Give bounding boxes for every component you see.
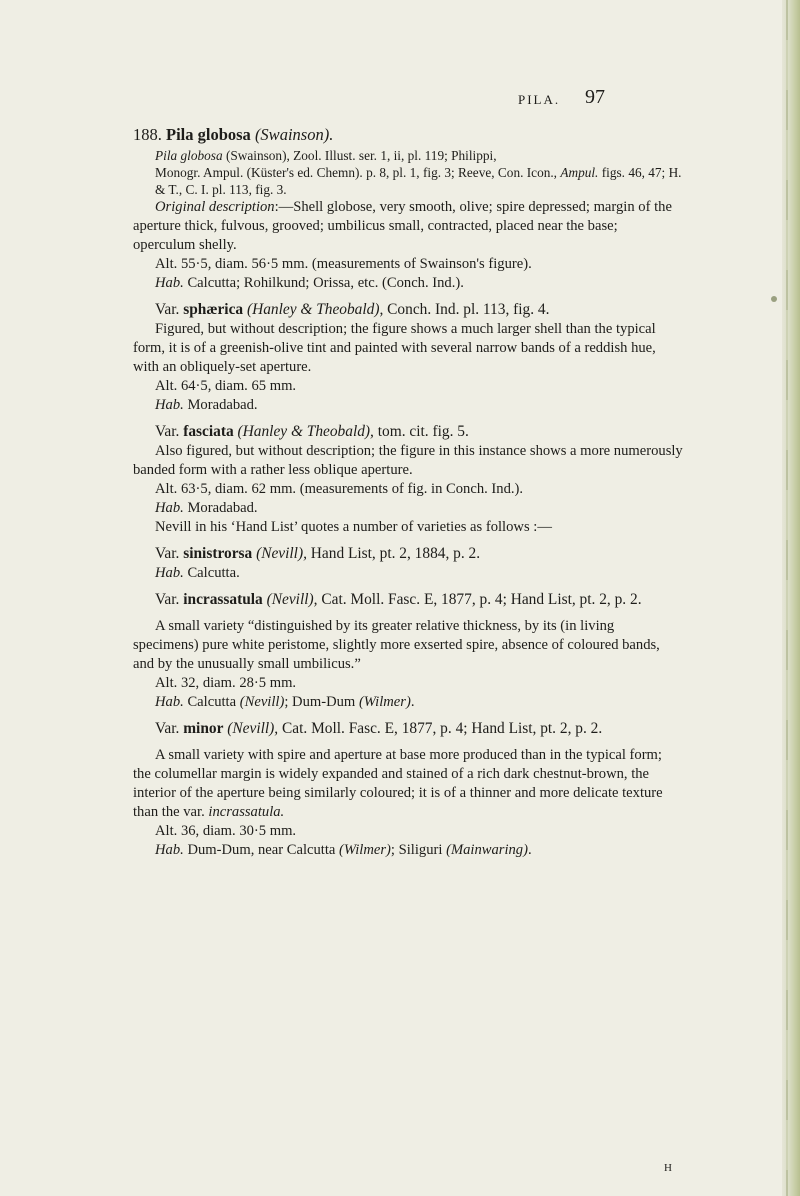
variety-description: Also figured, but without description; the figure in this instance shows a more numerously banded form with a rather less oblique aperture. <box>133 443 683 478</box>
habitat-text: Calcutta; Rohilkund; Orissa, etc. (Conch. Ind.). <box>187 275 464 291</box>
variety-measurements: Alt. 63·5, diam. 62 mm. (measurements of fig. in Conch. Ind.). <box>155 481 524 497</box>
variety-habitat <box>133 693 683 712</box>
variety-habitat <box>133 841 683 860</box>
variety-citation: Cat. Moll. Fasc. E, 1877, p. 4; Hand List, pt. 2, p. 2. <box>282 720 603 737</box>
variety-prefix: Var. <box>155 591 180 608</box>
habitat-text: Calcutta. <box>187 565 240 581</box>
variety-title <box>133 300 683 320</box>
habitat-text-2: ; Siliguri <box>390 842 443 858</box>
species-measurements: Alt. 55·5, diam. 56·5 mm. (measurements of Swainson's figure). <box>155 256 532 272</box>
page-number: 97 <box>585 86 605 108</box>
synonymy-text-4: figs. 46, 47; H. & T., C. I. pl. 113, fig. 3. <box>155 165 682 197</box>
habitat-label: Hab. <box>155 565 184 581</box>
habitat-text: Moradabad. <box>187 500 258 516</box>
signature-mark: H <box>664 1162 672 1174</box>
variety-prefix: Var. <box>155 301 180 318</box>
variety-habitat <box>133 396 683 415</box>
original-description-text: :—Shell globose, very smooth, olive; spire depressed; margin of the aperture thick, fulvous, grooved; umbilicus small, contracted, placed near the base; operculum shelly. <box>133 199 672 253</box>
page-content <box>133 124 683 860</box>
species-name: Pila globosa <box>166 125 251 144</box>
habitat-label: Hab. <box>155 275 184 291</box>
variety-author: (Nevill), <box>256 545 307 562</box>
variety-citation: Hand List, pt. 2, 1884, p. 2. <box>310 545 481 562</box>
original-description-label: Original description <box>155 199 275 215</box>
species-title <box>133 124 683 146</box>
variety-author: (Nevill), <box>227 720 279 737</box>
synonymy-text-3: Con. Icon., <box>497 165 558 180</box>
variety-title <box>133 719 683 739</box>
variety-habitat <box>133 564 683 583</box>
habitat-label: Hab. <box>155 397 184 413</box>
habitat-label: Hab. <box>155 500 184 516</box>
variety-citation: Cat. Moll. Fasc. E, 1877, p. 4; Hand List, pt. 2, p. 2. <box>321 591 642 608</box>
page-header <box>0 86 800 116</box>
variety-prefix: Var. <box>155 545 180 562</box>
synonymy-text-3-italic: Ampul. <box>560 165 599 180</box>
variety-measurements: Alt. 64·5, diam. 65 mm. <box>155 378 297 394</box>
habitat-text-2: ; Dum-Dum <box>284 694 356 710</box>
variety-description-italic: incrassatula. <box>208 804 285 820</box>
synonymy-name: Pila globosa <box>155 148 223 163</box>
variety-prefix: Var. <box>155 720 180 737</box>
variety-name: minor <box>183 720 224 737</box>
variety-name: sinistrorsa <box>183 545 253 562</box>
variety-author: (Hanley & Theobald), <box>237 423 374 440</box>
habitat-end: . <box>410 694 415 710</box>
habitat-collector: (Wilmer) <box>339 842 391 858</box>
variety-title <box>133 544 683 564</box>
species-number: 188. <box>133 125 162 144</box>
variety-name: incrassatula <box>183 591 263 608</box>
variety-name: sphærica <box>183 301 244 318</box>
habitat-collector-2: (Mainwaring) <box>446 842 528 858</box>
variety-description: Figured, but without description; the figure shows a much larger shell than the typical form, it is of a greenish-olive tint and painted with several narrow bands of a reddish hue, with an obliquely-set aperture. <box>133 321 656 375</box>
synonymy-text-2: Monogr. Ampul. (Küster's ed. Chemn). p. 8, pl. 1, fig. 3; Reeve, <box>155 165 495 180</box>
habitat-text: Calcutta <box>187 694 237 710</box>
variety-prefix: Var. <box>155 423 180 440</box>
original-description <box>133 198 683 255</box>
nevill-note: Nevill in his ‘Hand List’ quotes a number of varieties as follows :— <box>155 519 552 535</box>
habitat-text: Moradabad. <box>187 397 258 413</box>
habitat-collector-2: (Wilmer) <box>358 694 411 710</box>
species-habitat <box>133 274 683 293</box>
habitat-label: Hab. <box>155 842 184 858</box>
species-author: (Swainson). <box>254 125 334 144</box>
variety-title <box>133 422 683 442</box>
variety-description <box>133 746 683 822</box>
variety-description-text: A small variety with spire and aperture at base more produced than in the typical form; the columellar margin is widely expanded and stained of a rich dark chestnut-brown, the interior of the aperture being similarly coloured; it is of a thinner and more delicate texture than the var. <box>133 747 663 820</box>
running-head: PILA. <box>518 92 561 107</box>
variety-measurements: Alt. 32, diam. 28·5 mm. <box>155 675 297 691</box>
variety-citation: tom. cit. fig. 5. <box>377 423 469 440</box>
habitat-label: Hab. <box>155 694 184 710</box>
synonymy-text-1: (Swainson), Zool. Illust. ser. 1, ii, pl. 119; Philippi, <box>225 148 497 163</box>
synonymy <box>133 147 683 198</box>
variety-measurements: Alt. 36, diam. 30·5 mm. <box>155 823 297 839</box>
paper-spot <box>771 296 777 302</box>
habitat-text: Dum-Dum, near Calcutta <box>187 842 336 858</box>
variety-habitat <box>133 499 683 518</box>
variety-author: (Nevill), <box>266 591 318 608</box>
variety-name: fasciata <box>183 423 234 440</box>
page-edge <box>782 0 800 1196</box>
habitat-collector: (Nevill) <box>239 694 285 710</box>
variety-title <box>133 590 683 610</box>
habitat-end: . <box>527 842 532 858</box>
variety-citation: Conch. Ind. pl. 113, fig. 4. <box>387 301 550 318</box>
variety-description: A small variety “distinguished by its greater relative thickness, by its (in living specimens) pure white peristome, slightly more exserted spire, absence of coloured bands, and by the unusually small umbilicus.” <box>133 618 660 672</box>
variety-author: (Hanley & Theobald), <box>246 301 384 318</box>
